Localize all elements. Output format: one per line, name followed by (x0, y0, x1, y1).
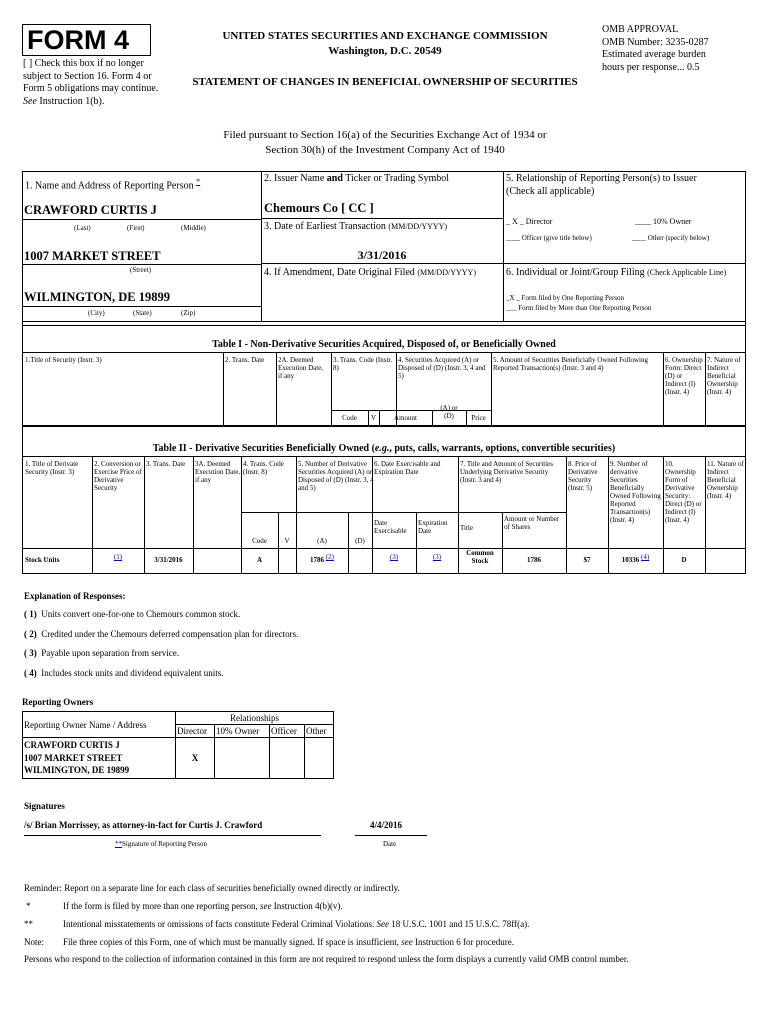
issuer-label: 2. Issuer Name and Ticker or Trading Symbol (264, 173, 450, 184)
reporting-person-name: CRAWFORD CURTIS J (24, 203, 157, 217)
zip-label: (Zip) (181, 309, 196, 317)
explanation-item: ( 4) Includes stock units and dividend equivalent units. (24, 667, 224, 678)
footer-star-mark: * (26, 901, 31, 911)
agency-location: Washington, D.C. 20549 (328, 45, 442, 57)
t1-col-ownership: 6. Ownership Form: Direct (D) or Indirect (I) (Instr. 4) (665, 356, 703, 396)
t2-col-price: 8. Price of Derivative Security (Instr. 5) (568, 460, 598, 492)
t1-col-amount-owned: 5. Amount of Securities Beneficially Owned Following Reported Transaction(s) (Instr. 3 and 4) (493, 356, 648, 372)
other-checkbox[interactable]: ____ Other (specify below) (632, 234, 710, 242)
relationships-header: Relationships (176, 712, 334, 725)
t1-sub-v: V (370, 414, 377, 422)
omb-approval (602, 24, 762, 74)
relationship-label: 5. Relationship of Reporting Person(s) to Issuer (Check all applicable) (506, 173, 697, 197)
statement-title: STATEMENT OF CHANGES IN BENEFICIAL OWNERSHIP OF SECURITIES (192, 76, 578, 88)
form-title: FORM 4 (27, 25, 130, 55)
see-word: See (23, 95, 37, 107)
t1-col-deemed: 2A. Deemed Execution Date, if any (278, 356, 324, 380)
t2-col-owned: 9. Number of derivative Securities Beneficially Owned Following Reported Transaction(s) (Instr. 4) (610, 460, 661, 524)
director-header: Director (176, 725, 215, 738)
reporting-person-label: 1. Name and Address of Reporting Person * (25, 177, 201, 192)
explanation-list (24, 609, 298, 687)
t2-col-conversion: 2. Conversion or Exercise Price of Derivative Security (94, 460, 142, 492)
footer-persons: Persons who respond to the collection of information contained in this form are not required to respond unless the form displays a currently valid OMB control number. (24, 954, 629, 964)
footer-dstar-mark: ** (24, 919, 33, 929)
footer-note-label: Note: (24, 937, 44, 947)
footnote-3-link[interactable]: (3) (389, 553, 399, 561)
director-mark: X (176, 738, 215, 779)
footnote-1-link[interactable]: (1) (113, 553, 123, 561)
explanation-item: ( 1) Units convert one-for-one to Chemours common stock. (24, 609, 241, 619)
explanation-item: ( 2) Credited under the Chemours deferred compensation plan for directors. (24, 628, 299, 639)
middle-label: (Middle) (181, 224, 206, 232)
other-header: Other (305, 725, 334, 738)
signer: /s/ Brian Morrissey, as attorney-in-fact for Curtis J. Crawford (24, 820, 263, 830)
t2-sub-v: V (284, 537, 290, 545)
t2-row-owned: 10336 (4) (621, 553, 650, 564)
section-16-checkbox[interactable] (23, 58, 173, 108)
t2-row-exercisable (372, 553, 416, 561)
officer-checkbox[interactable]: ____ Officer (give title below) (506, 234, 592, 242)
t2-row-price: $7 (583, 556, 591, 564)
t2-sub-title: Title (460, 524, 473, 532)
t2-col-number: 5. Number of Derivative Securities Acquired (A) or Disposed of (D) (Instr. 3, 4 and 5) (298, 460, 374, 492)
signature-label: **Signature of Reporting Person (115, 840, 207, 848)
t2-sub-code: Code (252, 537, 267, 545)
reporting-person-footnote-link[interactable]: * (196, 177, 201, 186)
filing-label: 6. Individual or Joint/Group Filing (Check Applicable Line) (506, 267, 727, 278)
t1-sub-amount: Amount (394, 414, 417, 422)
t2-sub-exp: Expiration Date (418, 519, 448, 535)
t1-col-code: 3. Trans. Code (Instr. 8) (333, 356, 393, 372)
t2-row-acquired: 1786 (2) (310, 553, 334, 564)
owner-name: CRAWFORD CURTIS J (24, 740, 120, 750)
t2-row-expiration (416, 553, 458, 561)
t2-sub-d: (D) (355, 537, 365, 545)
owner-address-cell (23, 738, 176, 779)
t2-sub-date-ex: Date Exercisable (374, 519, 407, 535)
t2-row-date: 3/31/2016 (154, 556, 183, 564)
footer-note-text: File three copies of this Form, one of which must be manually signed. If space is insufficient, see Instruction 6 for procedure. (63, 937, 514, 947)
explanation-item: ( 3) Payable upon separation from service. (24, 648, 179, 658)
checkbox-text: [ ] Check this box if no longer subject to Section 16. Form 4 or Form 5 obligations may continue. (23, 58, 159, 94)
t2-col-underlying: 7. Title and Amount of Securities Underlying Derivative Security (Instr. 3 and 4) (460, 460, 553, 484)
filed-by-one-checkbox[interactable]: _X _ Form filed by One Reporting Person (506, 294, 625, 302)
t1-sub-ad: (A) or (D) (440, 404, 458, 420)
t2-row-form: D (681, 556, 687, 564)
t1-col-nature: 7. Nature of Indirect Beneficial Ownership (Instr. 4) (707, 356, 741, 396)
omb-number: OMB Number: 3235-0287 (602, 36, 709, 48)
t2-col-form: 10. Ownership Form of Derivative Security: Direct (D) or Indirect (I) (Instr. 4) (665, 460, 702, 524)
street-label: (Street) (130, 266, 151, 274)
last-label: (Last) (74, 224, 91, 232)
owners-title: Reporting Owners (22, 697, 94, 707)
t2-col-trans-date: 3. Trans. Date (146, 460, 186, 468)
date-label: Date (383, 840, 397, 848)
owner-city: WILMINGTON, DE 19899 (24, 765, 130, 776)
filed-line-1: Filed pursuant to Section 16(a) of the Securities Exchange Act of 1934 or (223, 129, 547, 141)
t2-sub-amount: Amount or Number of Shares (504, 515, 560, 531)
reporting-person-street: 1007 MARKET STREET (24, 249, 161, 263)
t1-col-trans-date: 2. Trans. Date (225, 356, 265, 364)
table-2-title: Table II - Derivative Securities Beneficially Owned (e.g., puts, calls, warrants, options, convertible securities) (152, 443, 616, 454)
signature-date: 4/4/2016 (370, 820, 403, 830)
officer-header: Officer (270, 725, 305, 738)
t2-row-shares: 1786 (527, 556, 541, 564)
omb-hours: hours per response... 0.5 (602, 61, 700, 73)
t2-row-title: Common Stock (466, 549, 494, 565)
footnote-2-link[interactable]: (2) (325, 553, 334, 561)
t2-col-code: 4. Trans. Code (Instr. 8) (243, 460, 284, 476)
ten-pct-owner-checkbox[interactable]: ____ 10% Owner (635, 217, 692, 226)
omb-title: OMB APPROVAL (602, 24, 679, 35)
omb-burden: Estimated average burden (602, 49, 706, 60)
ten-pct-header: 10% Owner (215, 725, 270, 738)
footnote-4-link[interactable]: (4) (641, 553, 650, 561)
reporting-owners-table (22, 711, 334, 779)
t2-col-deemed: 3A. Deemed Execution Date, if any (195, 460, 241, 484)
agency-name: UNITED STATES SECURITIES AND EXCHANGE COMMISSION (222, 30, 548, 42)
t2-col-nature: 11. Nature of Indirect Beneficial Ownership (Instr. 4) (707, 460, 744, 500)
footer-star-text: If the form is filed by more than one reporting person, see Instruction 4(b)(v). (63, 901, 343, 911)
issuer-name: Chemours Co [ CC ] (264, 201, 374, 215)
t2-row-code: A (256, 556, 263, 564)
filed-pursuant (100, 128, 670, 158)
filed-line-2: Section 30(h) of the Investment Company Act of 1940 (265, 143, 505, 156)
filed-by-more-checkbox[interactable]: ___ Form filed by More than One Reporting Person (506, 304, 652, 312)
director-checkbox[interactable]: _ X _ Director (506, 217, 553, 226)
t2-col-title: 1. Title of Derivate Security (Instr. 3) (25, 460, 79, 476)
owner-street: 1007 MARKET STREET (24, 752, 123, 763)
city-label: (City) (88, 309, 105, 317)
t1-sub-price: Price (471, 414, 486, 422)
earliest-date: 3/31/2016 (357, 248, 407, 262)
t2-col-date-exercisable: 6. Date Exercisable and Expiration Date (374, 460, 441, 476)
amendment-label: 4. If Amendment, Date Original Filed (MM/DD/YYYY) (264, 267, 476, 278)
signatures-title: Signatures (24, 801, 65, 811)
t1-sub-code: Code (342, 414, 357, 422)
t2-sub-a: (A) (317, 537, 327, 545)
t2-row-conversion (92, 553, 144, 561)
explanation-title: Explanation of Responses: (24, 591, 126, 601)
checkbox-instruction: Instruction 1(b). (39, 95, 105, 107)
t2-row-security: Stock Units (25, 556, 60, 564)
footer-dstar-text: Intentional misstatements or omissions of facts constitute Federal Criminal Violations. See 18 U.S.C. 1001 and 15 U.S.C. 78ff(a). (63, 919, 530, 929)
footnote-3b-link[interactable]: (3) (432, 553, 442, 561)
first-label: (First) (127, 224, 145, 232)
reminder: Reminder: Report on a separate line for each class of securities beneficially owned directly or indirectly. (24, 883, 400, 893)
double-star-link[interactable]: ** (115, 840, 122, 848)
t1-col-title: 1.Title of Security (Instr. 3) (25, 356, 102, 364)
earliest-date-label: 3. Date of Earliest Transaction (MM/DD/YYYY) (264, 221, 448, 232)
t1-col-securities: 4. Securities Acquired (A) or Disposed of (D) (Instr. 3, 4 and 5) (398, 356, 486, 380)
reporting-person-city: WILMINGTON, DE 19899 (24, 290, 170, 304)
table-1-title: Table I - Non-Derivative Securities Acquired, Disposed of, or Beneficially Owned (212, 339, 556, 350)
state-label: (State) (133, 309, 152, 317)
owner-name-header: Reporting Owner Name / Address (23, 712, 176, 738)
